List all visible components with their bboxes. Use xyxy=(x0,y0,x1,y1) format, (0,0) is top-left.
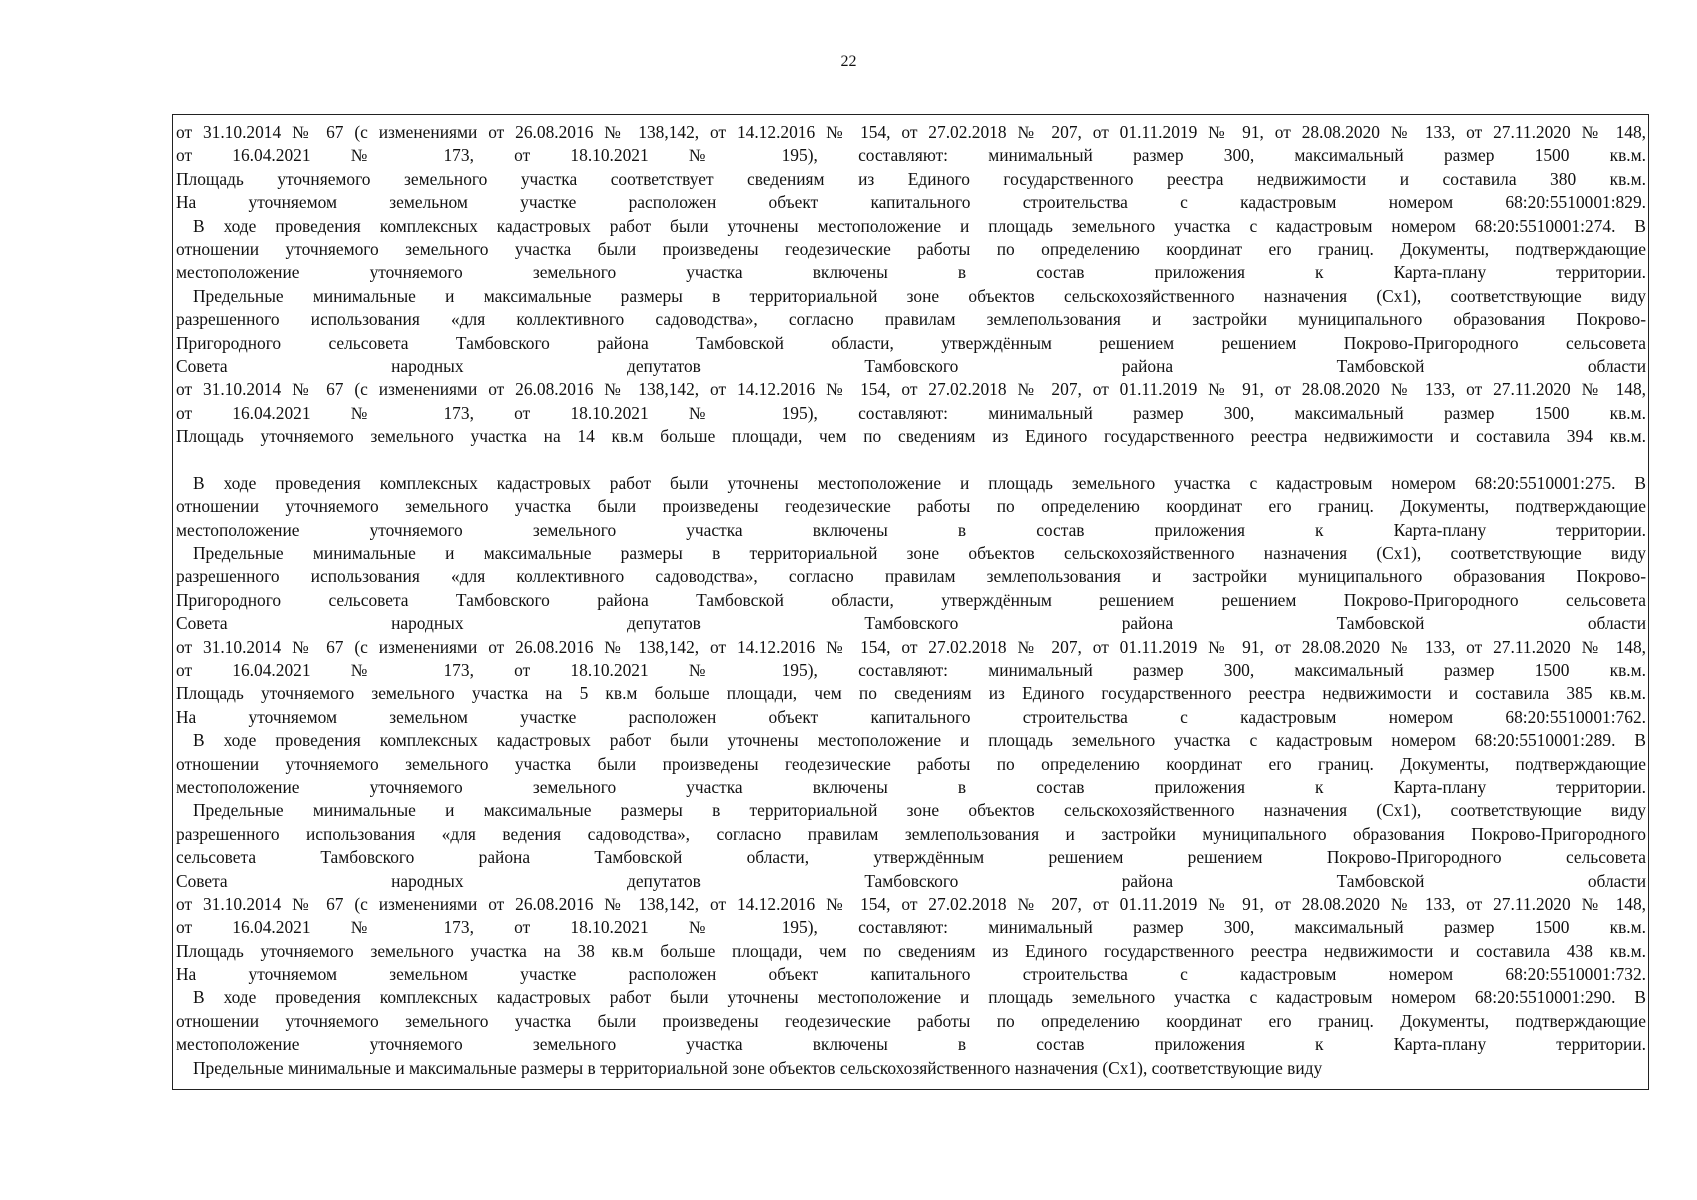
text-line: от 31.10.2014 № 67 (с изменениями от 26.08.2016 № 138,142, от 14.12.2016 № 154, от 27.02.2018 № 207, от 01.11.2019 № 91, от 28.08.2020 № 133, от 27.11.2020 № 148, xyxy=(176,379,1646,400)
text-line: Пригородного сельсовета Тамбовского района Тамбовской области, утверждённым решением решением Покрово-Пригородного сельсовета xyxy=(176,332,1646,353)
text-line: местоположение уточняемого земельного участка включены в состав приложения к Карта-плану территории. xyxy=(176,776,1646,797)
text-line: от 16.04.2021 № 173, от 18.10.2021 № 195), составляют: минимальный размер 300, максимальный размер 1500 кв.м. xyxy=(176,145,1646,166)
text-line: В ходе проведения комплексных кадастровых работ были уточнены местоположение и площадь земельного участка с кадастровым номером 68:20:5510001:289. В xyxy=(193,730,1646,751)
text-line: от 31.10.2014 № 67 (с изменениями от 26.08.2016 № 138,142, от 14.12.2016 № 154, от 27.02.2018 № 207, от 01.11.2019 № 91, от 28.08.2020 № 133, от 27.11.2020 № 148, xyxy=(176,122,1646,142)
text-line: местоположение уточняемого земельного участка включены в состав приложения к Карта-плану территории. xyxy=(176,1034,1646,1055)
text-line: сельсовета Тамбовского района Тамбовской области, утверждённым решением решением Покрово-Пригородного сельсовета xyxy=(176,847,1646,868)
text-line: Совета народных депутатов Тамбовского района Тамбовской области xyxy=(176,613,1646,634)
blank-line xyxy=(176,448,1646,471)
text-line: На уточняемом земельном участке расположен объект капитального строительства с кадастровым номером 68:20:5510001:762. xyxy=(176,706,1646,727)
text-line: На уточняемом земельном участке расположен объект капитального строительства с кадастровым номером 68:20:5510001:732. xyxy=(176,964,1646,985)
text-line: разрешенного использования «для коллективного садоводства», согласно правилам землепользования и застройки муниципального образования Покрово- xyxy=(176,309,1646,330)
text-line: Предельные минимальные и максимальные размеры в территориальной зоне объектов сельскохозяйственного назначения (Сх1), соответствующие виду xyxy=(193,285,1646,306)
text-line: отношении уточняемого земельного участка были произведены геодезические работы по определению координат его границ. Документы, подтверждающие xyxy=(176,1010,1646,1031)
text-line: Площадь уточняемого земельного участка соответствует сведениям из Единого государственного реестра недвижимости и составила 380 кв.м. xyxy=(176,168,1646,189)
text-line: от 31.10.2014 № 67 (с изменениями от 26.08.2016 № 138,142, от 14.12.2016 № 154, от 27.02.2018 № 207, от 01.11.2019 № 91, от 28.08.2020 № 133, от 27.11.2020 № 148, xyxy=(176,893,1646,914)
text-line: Площадь уточняемого земельного участка на 14 кв.м больше площади, чем по сведениям из Единого государственного реестра недвижимости и составила 394 кв.м. xyxy=(176,426,1646,447)
text-line: Предельные минимальные и максимальные размеры в территориальной зоне объектов сельскохозяйственного назначения (Сх1), соответствующие виду xyxy=(193,543,1646,564)
document-text-frame xyxy=(172,114,1649,1090)
text-line: На уточняемом земельном участке расположен объект капитального строительства с кадастровым номером 68:20:5510001:829. xyxy=(176,192,1646,213)
text-line: Площадь уточняемого земельного участка на 5 кв.м больше площади, чем по сведениям из Единого государственного реестра недвижимости и составила 385 кв.м. xyxy=(176,683,1646,704)
text-line: Совета народных депутатов Тамбовского района Тамбовской области xyxy=(176,870,1646,891)
text-line: отношении уточняемого земельного участка были произведены геодезические работы по определению координат его границ. Документы, подтверждающие xyxy=(176,238,1646,259)
text-line: от 16.04.2021 № 173, от 18.10.2021 № 195), составляют: минимальный размер 300, максимальный размер 1500 кв.м. xyxy=(176,402,1646,423)
text-line: разрешенного использования «для ведения садоводства», согласно правилам землепользования и застройки муниципального образования Покрово-Пригородного xyxy=(176,823,1646,844)
text-line: В ходе проведения комплексных кадастровых работ были уточнены местоположение и площадь земельного участка с кадастровым номером 68:20:5510001:275. В xyxy=(193,472,1646,493)
text-line: отношении уточняемого земельного участка были произведены геодезические работы по определению координат его границ. Документы, подтверждающие xyxy=(176,753,1646,774)
text-line: от 31.10.2014 № 67 (с изменениями от 26.08.2016 № 138,142, от 14.12.2016 № 154, от 27.02.2018 № 207, от 01.11.2019 № 91, от 28.08.2020 № 133, от 27.11.2020 № 148, xyxy=(176,636,1646,657)
text-line: Предельные минимальные и максимальные размеры в территориальной зоне объектов сельскохозяйственного назначения (Сх1), соответствующие виду xyxy=(193,1057,1323,1078)
text-line: Предельные минимальные и максимальные размеры в территориальной зоне объектов сельскохозяйственного назначения (Сх1), соответствующие виду xyxy=(193,800,1646,821)
page-number: 22 xyxy=(840,53,857,70)
text-line: Совета народных депутатов Тамбовского района Тамбовской области xyxy=(176,355,1646,376)
text-line: от 16.04.2021 № 173, от 18.10.2021 № 195), составляют: минимальный размер 300, максимальный размер 1500 кв.м. xyxy=(176,917,1646,938)
text-line: местоположение уточняемого земельного участка включены в состав приложения к Карта-плану территории. xyxy=(176,262,1646,283)
text-line: от 16.04.2021 № 173, от 18.10.2021 № 195), составляют: минимальный размер 300, максимальный размер 1500 кв.м. xyxy=(176,659,1646,680)
text-line: разрешенного использования «для коллективного садоводства», согласно правилам землепользования и застройки муниципального образования Покрово- xyxy=(176,566,1646,587)
text-line: В ходе проведения комплексных кадастровых работ были уточнены местоположение и площадь земельного участка с кадастровым номером 68:20:5510001:274. В xyxy=(193,215,1646,236)
text-line: Площадь уточняемого земельного участка на 38 кв.м больше площади, чем по сведениям из Единого государственного реестра недвижимости и составила 438 кв.м. xyxy=(176,940,1646,961)
text-line: В ходе проведения комплексных кадастровых работ были уточнены местоположение и площадь земельного участка с кадастровым номером 68:20:5510001:290. В xyxy=(193,987,1646,1008)
text-line: Пригородного сельсовета Тамбовского района Тамбовской области, утверждённым решением решением Покрово-Пригородного сельсовета xyxy=(176,589,1646,610)
text-line: отношении уточняемого земельного участка были произведены геодезические работы по определению координат его границ. Документы, подтверждающие xyxy=(176,496,1646,517)
text-line: местоположение уточняемого земельного участка включены в состав приложения к Карта-плану территории. xyxy=(176,519,1646,540)
